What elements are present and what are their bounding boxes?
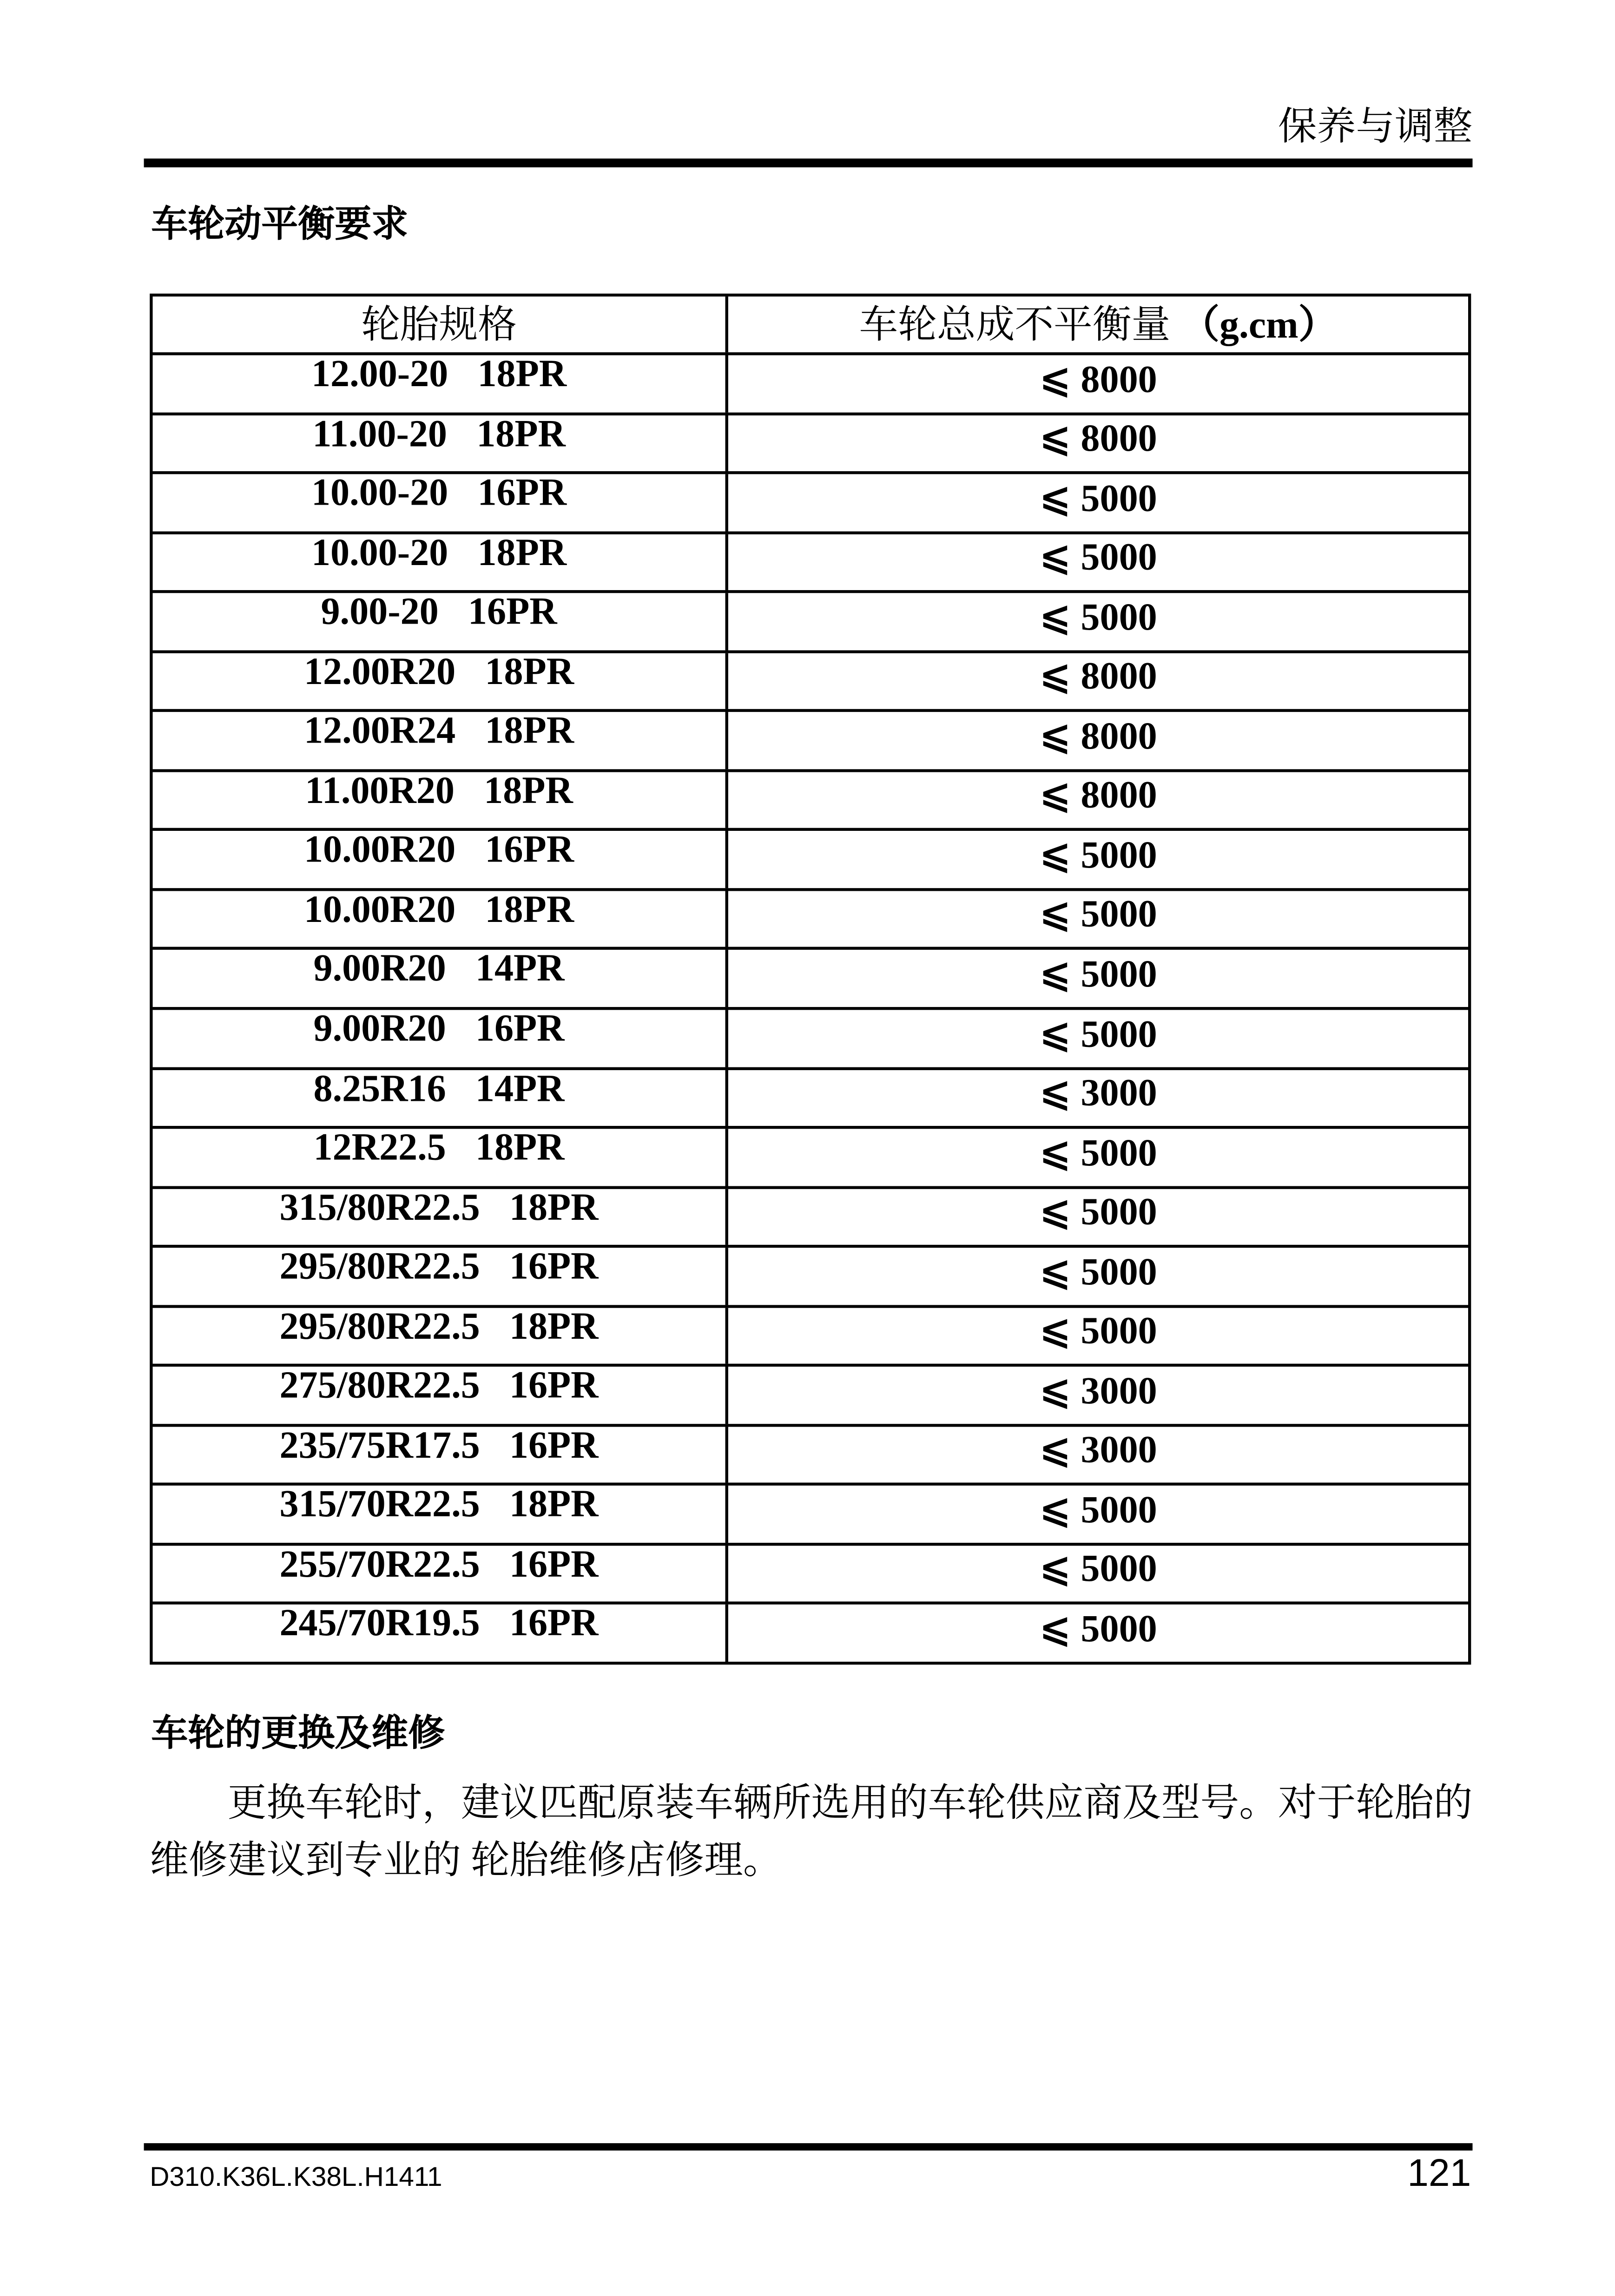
table-row — [153, 710, 1468, 769]
imbalance-limit-cell: ⩽ 8000 — [1039, 774, 1157, 817]
table-row — [153, 1066, 1468, 1126]
tire-spec-cell — [153, 888, 728, 947]
ply-rating: 16PR — [509, 1423, 599, 1467]
tire-size: 235/75R17.5 — [279, 1423, 480, 1467]
ply-rating: 16PR — [485, 828, 574, 871]
paragraph-line: 维修建议到专业的 轮胎维修店修理。 — [150, 1838, 782, 1882]
tire-size: 10.00R20 — [303, 828, 456, 871]
ply-rating: 18PR — [485, 709, 574, 752]
imbalance-limit-cell: ⩽ 3000 — [1039, 1072, 1157, 1114]
table-row — [153, 1305, 1468, 1364]
ply-rating: 16PR — [468, 590, 557, 633]
tire-size: 295/80R22.5 — [279, 1245, 480, 1288]
imbalance-header-label: 车轮总成不平衡量 — [859, 302, 1171, 347]
imbalance-limit-cell: ⩽ 5000 — [1039, 476, 1157, 520]
ply-rating: 18PR — [509, 1483, 599, 1526]
wheel-replacement-heading: 车轮的更换及维修 — [151, 1713, 445, 1755]
table-row — [153, 829, 1468, 888]
wheel-balance-table — [150, 294, 1471, 1665]
table-row — [153, 1364, 1468, 1424]
table-row — [153, 1245, 1468, 1304]
ply-rating: 18PR — [476, 412, 566, 454]
footer-rule — [144, 2143, 1473, 2151]
ply-rating: 16PR — [509, 1602, 599, 1645]
ply-rating: 18PR — [485, 888, 574, 931]
tire-spec-cell — [153, 1066, 728, 1126]
imbalance-limit-cell: ⩽ 5000 — [1039, 536, 1157, 579]
tire-size: 11.00-20 — [312, 412, 448, 454]
imbalance-limit-cell: ⩽ 8000 — [1039, 714, 1157, 757]
ply-rating: 18PR — [477, 531, 567, 574]
tire-size: 12.00R24 — [303, 709, 456, 752]
tire-size: 12.00R20 — [303, 650, 456, 693]
ply-rating: 18PR — [509, 1304, 599, 1348]
tire-spec-cell — [153, 1483, 728, 1543]
table-row — [153, 1424, 1468, 1483]
ply-rating: 16PR — [509, 1542, 599, 1585]
tire-spec-cell — [153, 412, 728, 472]
tire-size: 9.00R20 — [313, 947, 446, 990]
tire-spec-cell — [153, 471, 728, 531]
tire-size: 10.00-20 — [311, 471, 448, 514]
table-row — [153, 769, 1468, 829]
ply-rating: 18PR — [484, 769, 573, 812]
imbalance-limit-cell: ⩽ 5000 — [1039, 1250, 1157, 1293]
imbalance-limit-cell: ⩽ 3000 — [1039, 1369, 1157, 1412]
table-row — [153, 1543, 1468, 1602]
tire-size: 315/80R22.5 — [279, 1185, 480, 1228]
running-header-title: 保养与调整 — [1278, 104, 1473, 149]
wheel-replacement-paragraph — [150, 1775, 1478, 1889]
table-row — [153, 352, 1468, 412]
tire-spec-cell — [153, 1542, 728, 1602]
tire-size: 8.25R16 — [313, 1066, 446, 1109]
table-row — [153, 947, 1468, 1007]
wheel-balance-heading: 车轮动平衡要求 — [151, 204, 409, 245]
tire-spec-cell — [153, 1364, 728, 1424]
table-row — [153, 1483, 1468, 1543]
tire-size: 315/70R22.5 — [279, 1483, 480, 1526]
tire-size: 12.00-20 — [311, 352, 448, 395]
tire-spec-cell — [153, 590, 728, 650]
table-row — [153, 412, 1468, 471]
imbalance-limit-cell: ⩽ 5000 — [1039, 1131, 1157, 1174]
tire-size: 10.00-20 — [311, 531, 448, 574]
imbalance-header — [728, 296, 1468, 352]
tire-size: 12R22.5 — [313, 1126, 446, 1169]
table-row — [153, 650, 1468, 710]
tire-size: 9.00R20 — [313, 1007, 446, 1050]
tire-spec-header-label: 轮胎规格 — [361, 302, 517, 347]
ply-rating: 18PR — [477, 352, 567, 395]
imbalance-limit-cell: ⩽ 5000 — [1039, 595, 1157, 638]
imbalance-limit-cell: ⩽ 5000 — [1039, 1012, 1157, 1055]
ply-rating: 16PR — [477, 471, 567, 514]
tire-size: 275/80R22.5 — [279, 1364, 480, 1407]
table-row — [153, 1126, 1468, 1185]
tire-spec-cell — [153, 650, 728, 710]
imbalance-limit-cell: ⩽ 5000 — [1039, 1547, 1157, 1591]
table-row — [153, 471, 1468, 531]
table-row — [153, 531, 1468, 590]
tire-spec-cell — [153, 1126, 728, 1186]
ply-rating: 14PR — [475, 947, 565, 990]
table-row — [153, 1007, 1468, 1066]
ply-rating: 14PR — [475, 1066, 565, 1109]
tire-spec-cell — [153, 1304, 728, 1364]
document-code: D310.K36L.K38L.H1411 — [150, 2161, 442, 2192]
tire-spec-cell — [153, 1245, 728, 1305]
ply-rating: 16PR — [509, 1245, 599, 1288]
page-number: 121 — [1407, 2150, 1471, 2195]
imbalance-limit-cell: ⩽ 5000 — [1039, 1191, 1157, 1234]
ply-rating: 16PR — [475, 1007, 565, 1050]
tire-spec-header — [153, 296, 728, 352]
imbalance-limit-cell: ⩽ 3000 — [1039, 1428, 1157, 1472]
tire-spec-cell — [153, 709, 728, 769]
table-row — [153, 591, 1468, 650]
tire-size: 255/70R22.5 — [279, 1542, 480, 1585]
tire-spec-cell — [153, 947, 728, 1007]
header-rule — [144, 158, 1473, 167]
imbalance-limit-cell: ⩽ 8000 — [1039, 417, 1157, 460]
tire-spec-cell — [153, 1602, 728, 1662]
ply-rating: 18PR — [475, 1126, 565, 1169]
imbalance-limit-cell: ⩽ 5000 — [1039, 833, 1157, 876]
tire-size: 9.00-20 — [321, 590, 439, 633]
ply-rating: 18PR — [485, 650, 574, 693]
tire-spec-cell — [153, 531, 728, 591]
tire-spec-cell — [153, 352, 728, 412]
imbalance-limit-cell: ⩽ 5000 — [1039, 1607, 1157, 1650]
imbalance-limit-cell: ⩽ 5000 — [1039, 1309, 1157, 1353]
imbalance-header-unit: （g.cm） — [1180, 302, 1338, 347]
imbalance-limit-cell: ⩽ 5000 — [1039, 893, 1157, 936]
table-body — [153, 352, 1468, 1662]
imbalance-limit-cell: ⩽ 8000 — [1039, 655, 1157, 698]
tire-spec-cell — [153, 769, 728, 829]
table-row — [153, 1602, 1468, 1662]
tire-size: 295/80R22.5 — [279, 1304, 480, 1348]
ply-rating: 18PR — [509, 1185, 599, 1228]
imbalance-limit-cell: ⩽ 8000 — [1039, 357, 1157, 400]
imbalance-limit-cell: ⩽ 5000 — [1039, 953, 1157, 995]
tire-size: 10.00R20 — [303, 888, 456, 931]
tire-spec-cell — [153, 1423, 728, 1483]
table-header-row — [153, 296, 1468, 352]
ply-rating: 16PR — [509, 1364, 599, 1407]
imbalance-limit-cell: ⩽ 5000 — [1039, 1488, 1157, 1531]
tire-spec-cell — [153, 1185, 728, 1245]
tire-size: 245/70R19.5 — [279, 1602, 480, 1645]
tire-size: 11.00R20 — [305, 769, 455, 812]
table-row — [153, 1185, 1468, 1245]
paragraph-line: 更换车轮时，建议匹配原装车辆所选用的车轮供应商及型号。对于轮胎的 — [227, 1780, 1473, 1825]
tire-spec-cell — [153, 828, 728, 888]
table-row — [153, 888, 1468, 947]
tire-spec-cell — [153, 1007, 728, 1066]
